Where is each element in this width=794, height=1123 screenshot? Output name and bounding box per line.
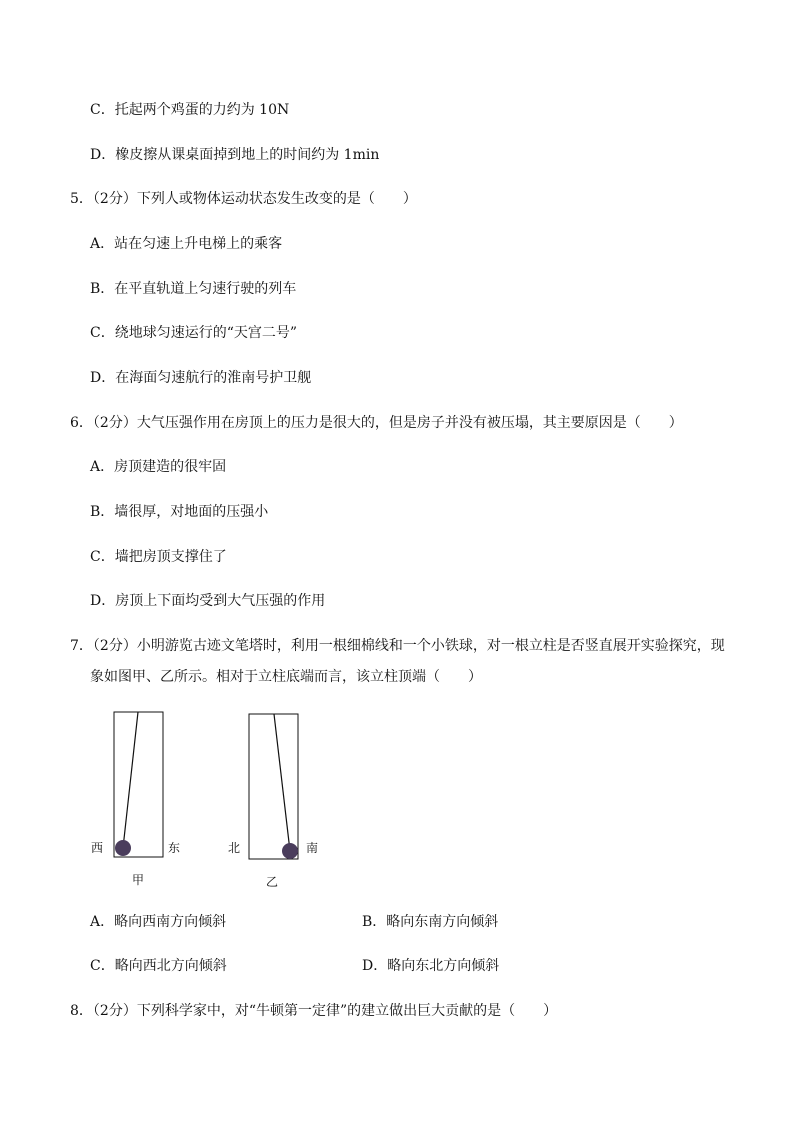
pillar-outline-jia xyxy=(114,712,163,857)
plumb-line-yi xyxy=(274,714,290,851)
q7-stem-line1: 7．（2分）小明游览古迹文笔塔时，利用一根细棉线和一个小铁球，对一根立柱是否竖直展开实验探究，现 xyxy=(70,638,725,654)
q7-stem-line2: 象如图甲、乙所示。相对于立柱底端而言，该立柱顶端（ ） xyxy=(90,669,482,685)
plumb-line-jia xyxy=(123,712,138,848)
q7-option-c: C．略向西北方向倾斜 xyxy=(90,958,227,974)
q5-option-b: B．在平直轨道上匀速行驶的列车 xyxy=(90,281,297,297)
q7-option-b: B．略向东南方向倾斜 xyxy=(362,914,499,930)
figure-panel-jia xyxy=(91,712,180,887)
q5-stem: 5．（2分）下列人或物体运动状态发生改变的是（ ） xyxy=(70,191,417,207)
q5-option-a: A．站在匀速上升电梯上的乘客 xyxy=(90,236,283,252)
q4-option-c: C．托起两个鸡蛋的力约为 10N xyxy=(90,102,290,118)
caption-jia: 甲 xyxy=(132,873,145,887)
iron-ball-jia xyxy=(115,840,131,856)
q7-option-a: A．略向西南方向倾斜 xyxy=(90,914,227,930)
q8-stem: 8．（2分）下列科学家中，对“牛顿第一定律”的建立做出巨大贡献的是（ ） xyxy=(70,1003,558,1019)
q6-option-a: A．房顶建造的很牢固 xyxy=(90,459,227,475)
q5-option-d: D．在海面匀速航行的淮南号护卫舰 xyxy=(90,370,312,386)
label-east: 东 xyxy=(168,841,181,855)
figure-panel-yi xyxy=(228,714,318,889)
label-south: 南 xyxy=(306,841,319,855)
q4-option-d: D．橡皮擦从课桌面掉到地上的时间约为 1min xyxy=(90,147,380,163)
caption-yi: 乙 xyxy=(266,875,279,889)
q6-option-b: B．墙很厚，对地面的压强小 xyxy=(90,504,269,520)
label-west: 西 xyxy=(91,841,104,855)
pillar-outline-yi xyxy=(249,714,298,859)
q6-option-d: D．房顶上下面均受到大气压强的作用 xyxy=(90,593,326,609)
q6-stem: 6．（2分）大气压强作用在房顶上的压力是很大的，但是房子并没有被压塌，其主要原因是（ ） xyxy=(70,415,683,431)
label-north: 北 xyxy=(228,841,241,855)
q7-figure xyxy=(86,706,336,896)
q5-option-c: C．绕地球匀速运行的“天宫二号” xyxy=(90,325,298,341)
q7-option-d: D．略向东北方向倾斜 xyxy=(362,958,500,974)
q6-option-c: C．墙把房顶支撑住了 xyxy=(90,549,227,565)
iron-ball-yi xyxy=(282,843,298,859)
